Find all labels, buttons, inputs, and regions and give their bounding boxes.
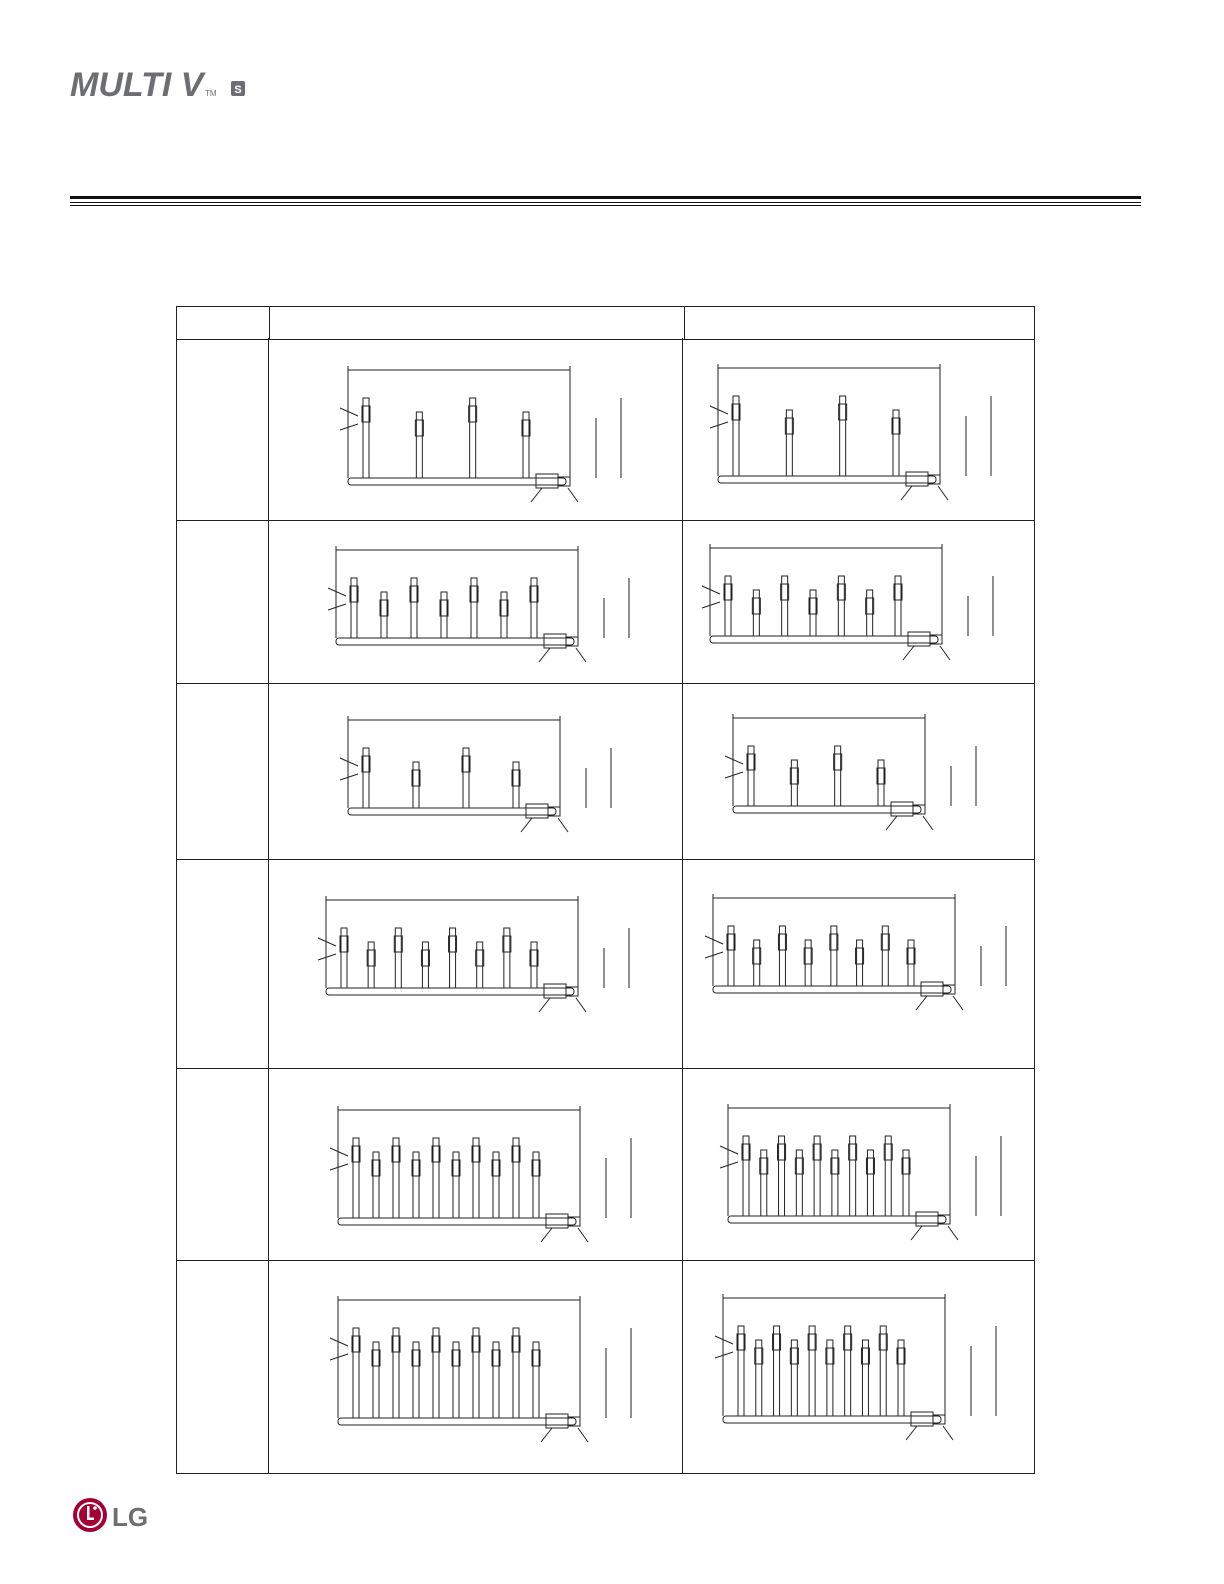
main-pipe <box>713 986 951 993</box>
branch-port <box>513 762 519 808</box>
main-pipe <box>348 478 566 485</box>
branch-port <box>810 590 816 636</box>
main-pipe <box>718 476 936 483</box>
table-header-row <box>177 307 1035 340</box>
main-pipe <box>326 988 574 995</box>
branch-port <box>867 1150 873 1216</box>
logo-wordmark: MULTI V <box>70 66 204 102</box>
branch-port <box>477 942 483 988</box>
branch-port <box>850 1136 856 1216</box>
header-dimension-table <box>176 306 1035 340</box>
heading-rule <box>70 196 1141 206</box>
branch-port <box>373 1342 379 1418</box>
branch-port <box>353 1328 359 1418</box>
table-body <box>176 338 1035 1474</box>
branch-port <box>363 398 369 478</box>
header-gas-cell <box>685 307 1035 340</box>
main-pipe <box>733 806 921 813</box>
header-liquid-cell <box>270 307 685 340</box>
header-model-cell <box>177 307 270 340</box>
branch-port <box>796 1150 802 1216</box>
branch-port <box>774 1326 780 1416</box>
branch-port <box>463 748 469 808</box>
branch-port <box>453 1342 459 1418</box>
branch-port <box>471 578 477 638</box>
branch-port <box>786 410 792 476</box>
header-drawing <box>716 1096 1016 1246</box>
branch-port <box>416 412 422 478</box>
branch-port <box>413 762 419 808</box>
branch-port <box>395 928 401 988</box>
main-pipe <box>710 636 938 643</box>
branch-port <box>880 1326 886 1416</box>
branch-port <box>531 942 537 988</box>
branch-port <box>898 1340 904 1416</box>
branch-port <box>835 746 841 806</box>
branch-port <box>862 1340 868 1416</box>
logo-series-badge: S <box>234 84 242 96</box>
branch-port <box>791 1340 797 1416</box>
branch-port <box>882 926 888 986</box>
main-pipe <box>723 1416 941 1423</box>
lg-logo <box>72 1497 162 1542</box>
header-drawing <box>701 886 1021 1016</box>
branch-port <box>493 1152 499 1218</box>
branch-port <box>450 928 456 988</box>
branch-port <box>895 576 901 636</box>
main-pipe <box>348 808 556 815</box>
branch-port <box>381 592 387 638</box>
branch-port <box>838 576 844 636</box>
branch-port <box>433 1328 439 1418</box>
branch-port <box>473 1138 479 1218</box>
header-drawing <box>326 1288 646 1448</box>
branch-port <box>878 760 884 806</box>
branch-port <box>351 578 357 638</box>
branch-port <box>413 1342 419 1418</box>
branch-port <box>473 1328 479 1418</box>
branch-port <box>441 592 447 638</box>
branch-port <box>738 1326 744 1416</box>
branch-port <box>422 942 428 988</box>
branch-port <box>728 926 734 986</box>
branch-port <box>453 1152 459 1218</box>
branch-port <box>756 1340 762 1416</box>
branch-port <box>513 1138 519 1218</box>
branch-port <box>504 928 510 988</box>
branch-port <box>832 1150 838 1216</box>
main-pipe <box>338 1218 576 1225</box>
branch-port <box>533 1342 539 1418</box>
branch-port <box>845 1326 851 1416</box>
header-drawing <box>706 356 1006 506</box>
branch-port <box>779 1136 785 1216</box>
branch-port <box>831 926 837 986</box>
multi-v-logo <box>70 64 250 107</box>
branch-port <box>809 1326 815 1416</box>
branch-port <box>840 396 846 476</box>
branch-port <box>908 940 914 986</box>
branch-port <box>791 760 797 806</box>
branch-port <box>493 1342 499 1418</box>
branch-port <box>341 928 347 988</box>
branch-port <box>531 578 537 638</box>
main-pipe <box>336 638 574 645</box>
branch-port <box>363 748 369 808</box>
branch-port <box>867 590 873 636</box>
header-drawing <box>326 1098 646 1248</box>
main-pipe <box>728 1216 946 1223</box>
lg-wordmark: LG <box>112 1502 149 1532</box>
branch-port <box>368 942 374 988</box>
branch-port <box>523 412 529 478</box>
branch-port <box>754 940 760 986</box>
branch-port <box>533 1152 539 1218</box>
branch-port <box>761 1150 767 1216</box>
branch-port <box>903 1150 909 1216</box>
branch-port <box>893 410 899 476</box>
branch-port <box>353 1138 359 1218</box>
branch-port <box>513 1328 519 1418</box>
branch-port <box>827 1340 833 1416</box>
branch-port <box>753 590 759 636</box>
header-drawing <box>721 706 991 836</box>
header-drawing <box>336 358 636 508</box>
branch-port <box>725 576 731 636</box>
header-drawing <box>324 538 644 668</box>
branch-port <box>748 746 754 806</box>
branch-port <box>373 1152 379 1218</box>
logo-trademark: TM <box>205 89 217 98</box>
branch-port <box>393 1328 399 1418</box>
main-pipe <box>338 1418 576 1425</box>
branch-port <box>393 1138 399 1218</box>
branch-port <box>779 926 785 986</box>
branch-port <box>411 578 417 638</box>
header-drawing <box>698 536 1008 666</box>
header-drawing <box>314 888 644 1018</box>
branch-port <box>782 576 788 636</box>
branch-port <box>470 398 476 478</box>
branch-port <box>857 940 863 986</box>
branch-port <box>501 592 507 638</box>
branch-port <box>743 1136 749 1216</box>
header-drawing <box>711 1286 1011 1446</box>
branch-port <box>733 396 739 476</box>
branch-port <box>805 940 811 986</box>
branch-port <box>433 1138 439 1218</box>
branch-port <box>413 1152 419 1218</box>
branch-port <box>814 1136 820 1216</box>
header-drawing <box>336 708 626 838</box>
branch-port <box>885 1136 891 1216</box>
